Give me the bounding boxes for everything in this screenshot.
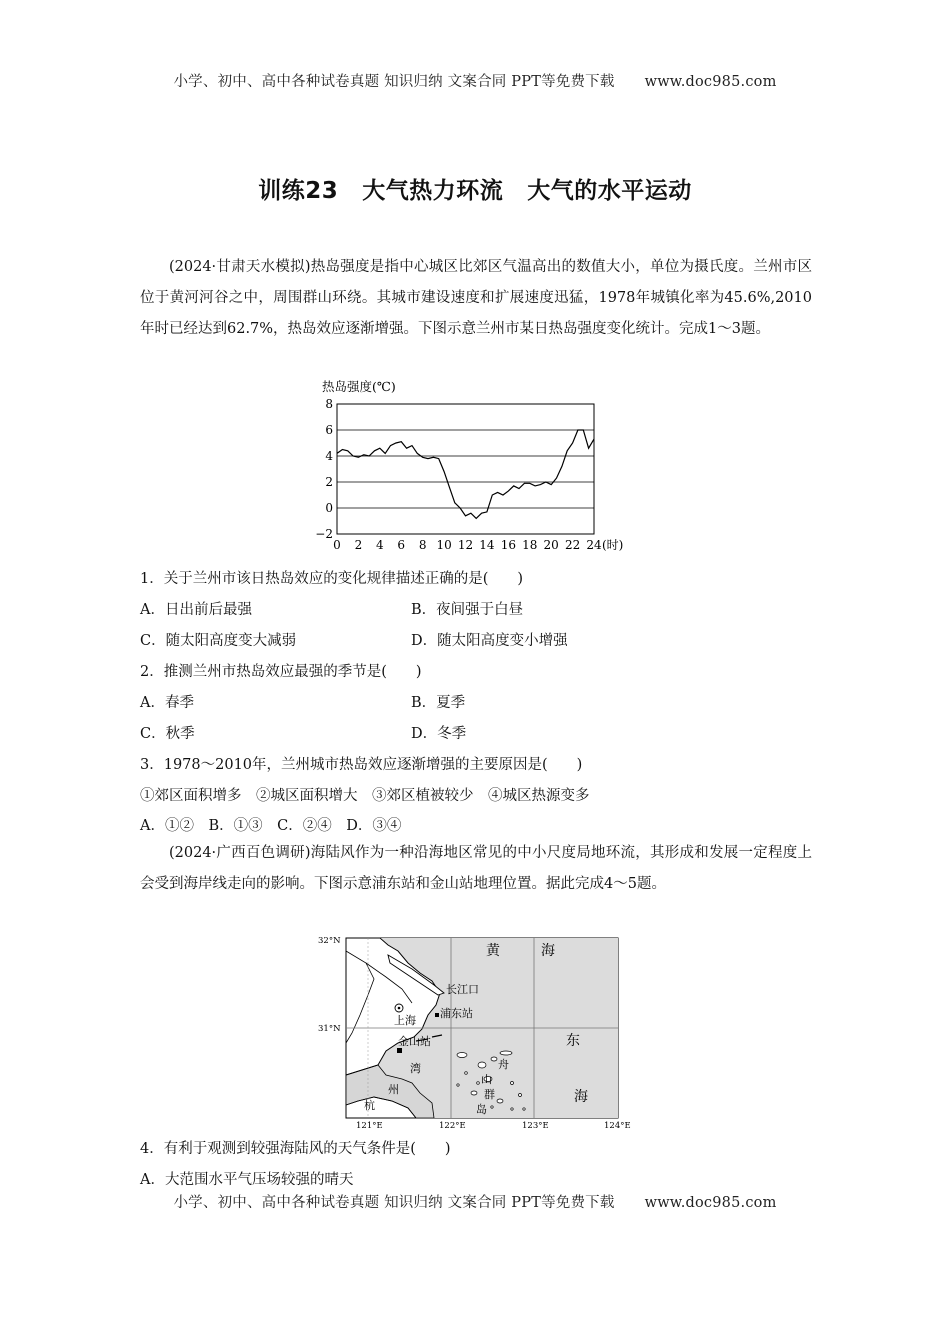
title-part2: 大气热力环流 <box>362 178 504 204</box>
header-site[interactable]: www.doc985.com <box>644 74 777 90</box>
chart-x-tick-label: 2 <box>354 538 363 552</box>
chart-y-tick-label: 8 <box>325 397 333 411</box>
question-1-option-b[interactable]: B．夜间强于白昼 <box>411 602 524 618</box>
pudong-station-marker <box>435 1013 439 1017</box>
chart-x-label: (时) <box>602 538 624 552</box>
footer-text: 小学、初中、高中各种试卷真题 知识归纳 文案合同 PPT等免费下载 <box>173 1195 615 1211</box>
header-text: 小学、初中、高中各种试卷真题 知识归纳 文案合同 PPT等免费下载 <box>173 74 615 90</box>
page-title <box>0 172 950 205</box>
question-1-option-c[interactable]: C．随太阳高度变大减弱 <box>140 633 297 649</box>
bay-zhou: 州 <box>388 1083 399 1096</box>
chart-frame <box>337 404 594 534</box>
chart-x-tick-label: 4 <box>376 538 384 552</box>
chart-y-tick-label: 4 <box>325 449 333 463</box>
passage-2: (2024·广西百色调研)海陆风作为一种沿海地区常见的中小尺度局地环流，其形成和发展一定程度上会受到海岸线走向的影响。下图示意浦东站和金山站地理位置。据此完成4～5题。 <box>140 845 812 892</box>
title-part3: 大气的水平运动 <box>527 178 692 204</box>
lon-label-124: 124°E <box>604 1121 631 1131</box>
chart-x-tick-label: 16 <box>500 538 516 552</box>
chart-y-label: 热岛强度(℃) <box>322 379 396 394</box>
question-2-option-c[interactable]: C．秋季 <box>140 726 195 742</box>
question-4-option-a[interactable]: A．大范围水平气压场较强的晴天 <box>140 1172 354 1188</box>
chart-y-ticks <box>315 397 333 541</box>
place-changjiangkou: 长江口 <box>446 983 479 996</box>
station-map <box>316 933 631 1131</box>
place-shanghai: 上海 <box>394 1014 416 1027</box>
island-shan: 山 <box>481 1073 492 1086</box>
chart-y-tick-label: 2 <box>325 475 333 489</box>
bay-hang: 杭 <box>364 1099 375 1112</box>
question-1-option-d[interactable]: D．随太阳高度变小增强 <box>411 633 568 649</box>
chart-x-tick-label: 22 <box>564 538 581 552</box>
chart-x-tick-label: 0 <box>333 538 341 552</box>
question-3-stem: 3．1978～2010年，兰州城市热岛效应逐渐增强的主要原因是( ) <box>140 757 583 773</box>
place-pudong: 浦东站 <box>440 1007 473 1020</box>
chart-grid <box>337 430 594 508</box>
question-1-option-a[interactable]: A．日出前后最强 <box>140 602 252 618</box>
chart-x-ticks <box>333 537 623 552</box>
sea-huang-2: 海 <box>541 943 555 959</box>
passage-1: (2024·甘肃天水模拟)热岛强度是指中心城区比郊区气温高出的数值大小，单位为摄氏度。兰州市区位于黄河河谷之中，周围群山环绕。其城市建设速度和扩展速度迅猛，1978年城镇化率为45.6%,2010年时已经达到62.7%，热岛效应逐渐增强。下图示意兰州市某日热岛强度变化统计。完成1～3题。 <box>140 259 812 337</box>
question-1-stem: 1．关于兰州市该日热岛效应的变化规律描述正确的是( ) <box>140 571 524 587</box>
title-part1: 训练23 <box>258 178 339 204</box>
question-3-items: ①郊区面积增多 ②城区面积增大 ③郊区植被较少 ④城区热源变多 <box>140 788 590 804</box>
chart-x-tick-label: 14 <box>479 538 495 552</box>
lat-label-32: 32°N <box>318 936 341 946</box>
chart-series-line <box>337 430 594 518</box>
page-header <box>0 70 950 91</box>
question-4-stem: 4．有利于观测到较强海陆风的天气条件是( ) <box>140 1141 451 1157</box>
lon-label-121: 121°E <box>356 1121 383 1131</box>
chart-x-tick-label: 8 <box>418 538 427 552</box>
lon-label-122: 122°E <box>439 1121 466 1131</box>
place-jinshan: 金山站 <box>398 1035 431 1048</box>
lon-label-123: 123°E <box>522 1121 549 1131</box>
heat-island-chart <box>300 376 645 556</box>
footer-site[interactable]: www.doc985.com <box>644 1195 777 1211</box>
question-2-option-a[interactable]: A．春季 <box>140 695 194 711</box>
bay-wan: 湾 <box>410 1062 421 1075</box>
chart-x-tick-label: 12 <box>457 538 474 552</box>
chart-x-tick-label: 10 <box>436 538 452 552</box>
chart-y-tick-label: −2 <box>315 527 333 541</box>
chart-x-tick-label: 20 <box>543 538 559 552</box>
chart-x-tick-label: 6 <box>397 538 406 552</box>
chart-x-tick-label: 24 <box>586 538 602 552</box>
question-3-options[interactable]: A．①② B．①③ C．②④ D．③④ <box>140 818 402 834</box>
page-footer <box>0 1191 950 1212</box>
sea-huang-1: 黄 <box>486 943 500 959</box>
sea-dong-1: 东 <box>566 1033 580 1049</box>
sea-dong-2: 海 <box>574 1089 588 1105</box>
lat-label-31: 31°N <box>318 1024 341 1034</box>
jinshan-station-marker <box>397 1048 402 1053</box>
chart-y-tick-label: 6 <box>325 423 333 437</box>
shanghai-marker-dot <box>398 1007 401 1010</box>
island-dao: 岛 <box>476 1103 487 1116</box>
question-2-option-b[interactable]: B．夏季 <box>411 695 466 711</box>
chart-y-tick-label: 0 <box>325 501 333 515</box>
island-zhou: 舟 <box>498 1058 509 1071</box>
island-qun: 群 <box>484 1088 495 1101</box>
chart-x-tick-label: 18 <box>522 538 538 552</box>
question-2-stem: 2．推测兰州市热岛效应最强的季节是( ) <box>140 664 422 680</box>
question-2-option-d[interactable]: D．冬季 <box>411 726 467 742</box>
